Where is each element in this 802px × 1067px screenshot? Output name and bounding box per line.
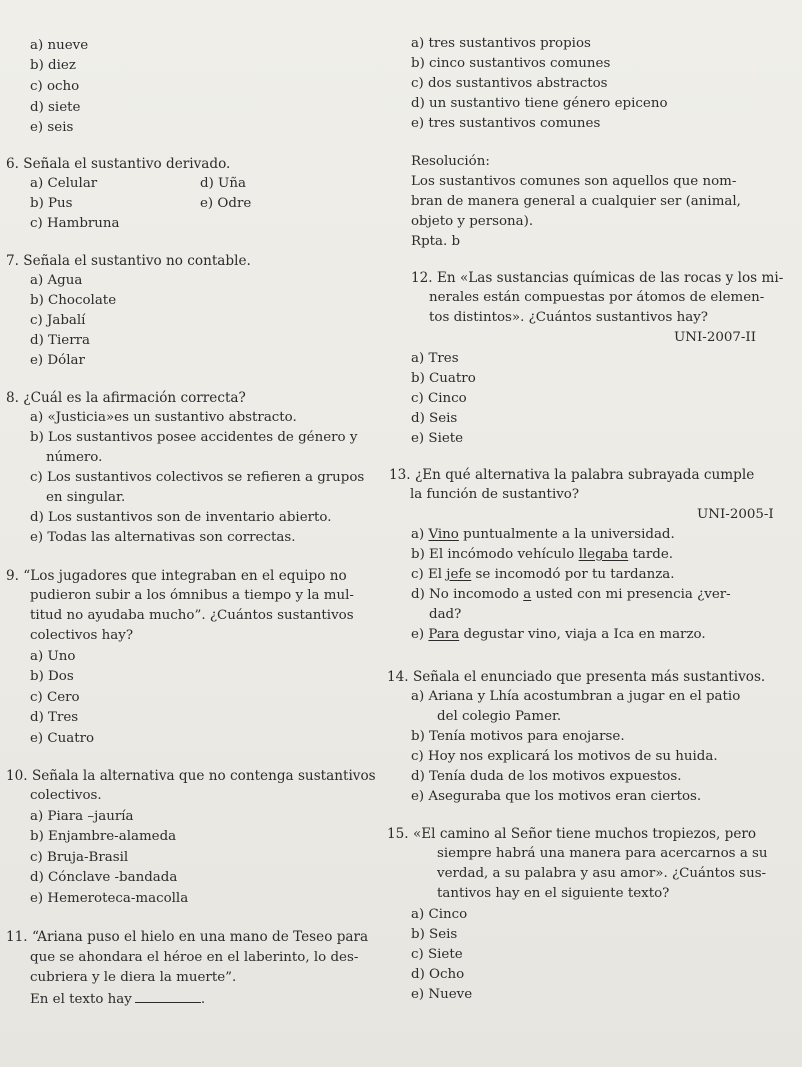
resolucion-line-3: objeto y persona). [411, 214, 534, 229]
q13-a-underlined: Vino [428, 527, 459, 542]
q11-period: . [200, 992, 206, 1007]
q11-line-2: que se ahondara el héroe en el laberinto, lo des- [30, 950, 359, 965]
q13-c-pre: c) El [411, 567, 447, 582]
q13-d-underlined: a [523, 587, 532, 602]
q7-title: 7. Señala el sustantivo no contable. [6, 253, 251, 269]
q9-line-4: colectivos hay? [30, 628, 134, 643]
q12-option-b: b) Cuatro [411, 371, 476, 386]
q6-option-d: d) Uña [200, 176, 246, 191]
q13-c-post: se incomodó por tu tardanza. [471, 567, 675, 582]
q12-line-2: nerales están compuestas por átomos de elemen- [429, 290, 765, 305]
q7-option-b: b) Chocolate [30, 293, 117, 308]
q15-line-1: 15. «El camino al Señor tiene muchos tropiezos, pero [387, 826, 757, 842]
q14-option-d: d) Tenía duda de los motivos expuestos. [411, 769, 682, 784]
q9-option-c: c) Cero [30, 690, 80, 705]
q13-option-a [411, 527, 675, 543]
q13-option-d-cont: dad? [429, 607, 462, 622]
q6-title: 6. Señala el sustantivo derivado. [6, 156, 231, 172]
q6-option-c: c) Hambruna [30, 216, 120, 231]
prev-option-e: e) seis [30, 120, 74, 135]
q14-option-a-cont: del colegio Pamer. [437, 709, 562, 724]
q14-option-c: c) Hoy nos explicará los motivos de su huida. [411, 749, 718, 764]
q14-option-a: a) Ariana y Lhía acostumbran a jugar en el patio [411, 689, 741, 704]
q8-option-c-cont: en singular. [46, 490, 126, 505]
q6-option-e: e) Odre [200, 196, 252, 211]
q11-line-1: 11. “Ariana puso el hielo en una mano de Teseo para [6, 929, 369, 945]
q6-option-a: a) Celular [30, 176, 98, 191]
q8-option-b: b) Los sustantivos posee accidentes de género y [30, 430, 358, 445]
q13-e-post: degustar vino, viaja a Ica en marzo. [459, 627, 706, 642]
q12-source: UNI-2007-II [674, 330, 756, 345]
prev-right-option-c: c) dos sustantivos abstractos [411, 76, 608, 91]
q10-option-c: c) Bruja-Brasil [30, 850, 129, 865]
q8-option-b-cont: número. [46, 450, 103, 465]
q11-fill-label: En el texto hay [30, 992, 132, 1007]
q13-source: UNI-2005-I [697, 507, 774, 522]
q13-d-pre: d) No incomodo [411, 587, 524, 602]
q11-answer-blank[interactable] [135, 991, 201, 1003]
q13-e-underlined: Para [428, 627, 460, 642]
resolucion-line-1: Los sustantivos comunes son aquellos que nom- [411, 174, 737, 189]
q13-option-c [411, 567, 675, 583]
q8-title: 8. ¿Cuál es la afirmación correcta? [6, 390, 246, 406]
q8-option-e: e) Todas las alternativas son correctas. [30, 530, 296, 545]
q12-option-c: c) Cinco [411, 391, 467, 406]
q13-b-pre: b) El incómodo vehículo [411, 547, 579, 562]
q13-a-post: puntualmente a la universidad. [458, 527, 675, 542]
q14-title: 14. Señala el enunciado que presenta más sustantivos. [387, 669, 766, 685]
q9-option-a: a) Uno [30, 649, 76, 664]
q13-c-underlined: jefe [446, 567, 472, 582]
q15-option-c: c) Siete [411, 947, 463, 962]
q10-line-2: colectivos. [30, 788, 102, 803]
q10-option-d: d) Cónclave -bandada [30, 870, 178, 885]
q9-line-1: 9. “Los jugadores que integraban en el equipo no [6, 568, 347, 584]
q9-option-e: e) Cuatro [30, 731, 95, 746]
q15-option-b: b) Seis [411, 927, 458, 942]
q9-option-b: b) Dos [30, 669, 74, 684]
q15-option-e: e) Nueve [411, 987, 473, 1002]
q10-option-e: e) Hemeroteca-macolla [30, 891, 189, 906]
q13-b-underlined: llegaba [578, 547, 629, 562]
q12-line-1: 12. En «Las sustancias químicas de las rocas y los mi- [411, 270, 784, 286]
q7-option-e: e) Dólar [30, 353, 85, 368]
q13-option-b [411, 547, 673, 563]
q11-line-3: cubriera y le diera la muerte”. [30, 970, 237, 985]
q12-option-e: e) Siete [411, 431, 464, 446]
q10-option-b: b) Enjambre-alameda [30, 829, 177, 844]
q15-line-3: verdad, a su palabra y asu amor». ¿Cuántos sus- [437, 866, 767, 881]
q7-option-d: d) Tierra [30, 333, 90, 348]
prev-option-a: a) nueve [30, 38, 89, 53]
q15-option-a: a) Cinco [411, 907, 468, 922]
q11-fill-line [30, 991, 205, 1008]
prev-right-option-a: a) tres sustantivos propios [411, 36, 591, 51]
q13-e-pre: e) [411, 627, 429, 642]
q9-option-d: d) Tres [30, 710, 79, 725]
q10-option-a: a) Piara –jauría [30, 809, 134, 824]
q8-option-d: d) Los sustantivos son de inventario abierto. [30, 510, 332, 525]
q14-option-e: e) Aseguraba que los motivos eran ciertos. [411, 789, 702, 804]
q7-option-c: c) Jabalí [30, 313, 86, 328]
q13-line-1: 13. ¿En qué alternativa la palabra subrayada cumple [389, 467, 755, 483]
q15-option-d: d) Ocho [411, 967, 465, 982]
q13-line-2: la función de sustantivo? [410, 487, 580, 502]
prev-right-option-e: e) tres sustantivos comunes [411, 116, 601, 131]
q13-b-post: tarde. [628, 547, 673, 562]
q9-line-3: titud no ayudaba mucho”. ¿Cuántos sustantivos [30, 608, 354, 623]
prev-right-option-d: d) un sustantivo tiene género epiceno [411, 96, 668, 111]
q13-a-pre: a) [411, 527, 429, 542]
q12-option-a: a) Tres [411, 351, 459, 366]
q9-line-2: pudieron subir a los ómnibus a tiempo y la mul- [30, 588, 354, 603]
q13-option-d [411, 587, 731, 603]
q13-option-e [411, 627, 706, 643]
resolucion-title: Resolución: [411, 154, 490, 169]
q8-option-c: c) Los sustantivos colectivos se refieren a grupos [30, 470, 365, 485]
q12-option-d: d) Seis [411, 411, 458, 426]
resolucion-line-2: bran de manera general a cualquier ser (animal, [411, 194, 741, 209]
q8-option-a: a) «Justicia»es un sustantivo abstracto. [30, 410, 297, 425]
q12-line-3: tos distintos». ¿Cuántos sustantivos hay? [429, 310, 708, 325]
q7-option-a: a) Agua [30, 273, 83, 288]
prev-option-b: b) diez [30, 58, 76, 73]
q13-d-post: usted con mi presencia ¿ver- [531, 587, 731, 602]
prev-option-d: d) siete [30, 100, 81, 115]
q15-line-4: tantivos hay en el siguiente texto? [437, 886, 670, 901]
prev-option-c: c) ocho [30, 79, 80, 94]
q15-line-2: siempre habrá una manera para acercarnos a su [437, 846, 768, 861]
q6-option-b: b) Pus [30, 196, 73, 211]
prev-right-option-b: b) cinco sustantivos comunes [411, 56, 611, 71]
q10-line-1: 10. Señala la alternativa que no contenga sustantivos [6, 768, 376, 784]
q14-option-b: b) Tenía motivos para enojarse. [411, 729, 625, 744]
resolucion-answer: Rpta. b [411, 234, 461, 249]
